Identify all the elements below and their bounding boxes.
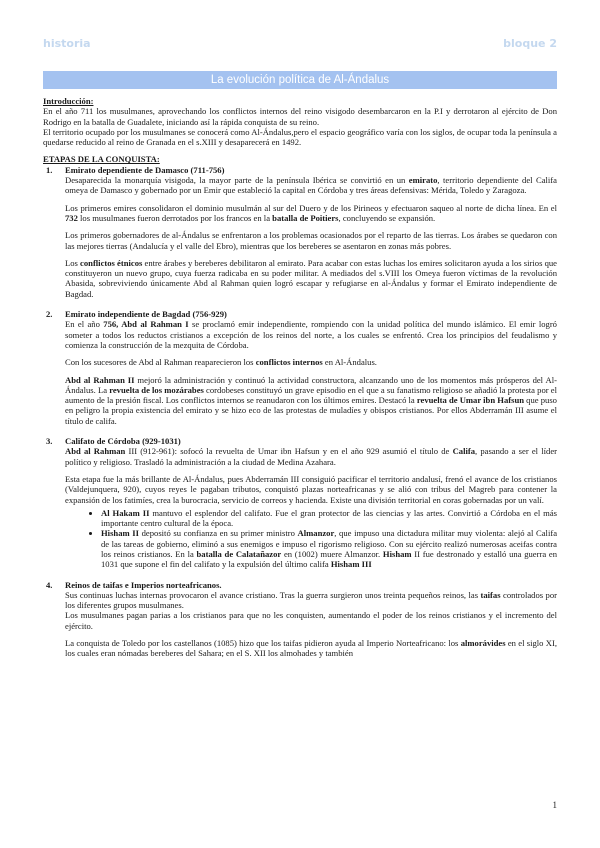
section-3-p2: Esta etapa fue la más brillante de Al-Ándalus, pues Abderramán III consiguió pacificar el territorio andalusí, frenó el avance de los cristianos (Valdejunquera, 920), cuyos reyes le pagaban tributos, conquistó plazas norteafricanas y se alió con tribus del Magreb para contener la expansión de los fatimíes, crea la burocracia, servicio de correos y hacienda. Existe una división territorial en coras gobernadas por un valí. — [65, 473, 557, 505]
page-number: 1 — [552, 800, 557, 810]
section-4-p2: Los musulmanes pagan parias a los cristianos para que no les conquisten, aumentando el poder de los reinos cristianos y el incremento del ejército. — [65, 610, 557, 631]
intro-paragraph-2: El territorio ocupado por los musulmanes se conocerá como Al-Ándalus,pero el espacio geográfico varía con los siglos, de ocupar toda la península a quedarse reducido al reino de Granada en el s.XIII y desaparecerá en 1492. — [43, 126, 557, 148]
section-3-list — [65, 508, 557, 570]
section-2-p2: Con los sucesores de Abd al Rahman reaparecieron los conflictos internos en Al-Ándalus. — [65, 357, 377, 368]
list-item: • Hisham II depositó su confianza en su primer ministro Almanzor, que impuso una dictadura militar muy violenta: alejó al Califa de las tareas de gobierno, eliminó a sus enemigos e impuso el rigorismo religioso. Con su ejército realizó numerosas aceifas contra los reinos cristianos. En la batalla de Calatañazor en (1002) muere Almanzor. Hisham II fue destronado y estalló una guerra en 1031 que supone el fin del califato y la expulsión del último califa Hisham III — [101, 528, 557, 569]
section-1-number: 1. — [46, 164, 53, 175]
section-1-p1: Desaparecida la monarquía visigoda, la mayor parte de la península Ibérica se convirtió en un emirato, territorio dependiente del Califa omeya de Damasco y gobernado por un Emir que estableció la capital en Córdoba y tres áreas defensivas: Mérida, Toledo y Zaragoza. — [65, 175, 557, 196]
section-3-title: Califato de Córdoba (929-1031) — [65, 436, 181, 447]
document-body — [43, 96, 557, 659]
section-1-p2: Los primeros emires consolidaron el dominio musulmán al sur del Duero y de los Pirineos y efectuaron saqueo al norte de dicha línea. En el 732 los musulmanes fueron derrotados por los francos en la batalla de Poitiers, concluyendo se expansión. — [65, 202, 557, 223]
section-2-number: 2. — [46, 309, 53, 320]
section-1-p4: Los conflictos étnicos entre árabes y bereberes debilitaron al emirato. Para acabar con estas luchas los emires solicitaron ayuda a los sirios que constituyeron un nuevo grupo, cuya fuerza radicaba en su poder militar. A mediados del s.VIII los Omeya fueron víctimas de la revolución Abasida, sobreviviendo únicamente Abd al Rahman quien logró escapar y refugiarse en al-Ándalus y formar el Emirato independiente de Bagdad. — [65, 257, 557, 299]
page-title: La evolución política de Al-Ándalus — [43, 71, 557, 89]
section-2 — [43, 309, 557, 426]
section-1-p3: Los primeros gobernadores de al-Ándalus se enfrentaron a los problemas ocasionados por el reparto de las tierras. Los árabes se quedaron con las mejores tierras (Andalucía y el valle del Ebro), mientras que los bereberes se asentaron en zonas más pobres. — [65, 230, 557, 251]
list-item: • Al Hakam II mantuvo el esplendor del califato. Fue el gran protector de las ciencias y las artes. Convirtió a Córdoba en el más importante centro cultural de la época. — [101, 508, 557, 529]
header-block: bloque 2 — [503, 37, 557, 50]
section-1 — [43, 165, 557, 299]
etapas-heading: ETAPAS DE LA CONQUISTA: — [43, 154, 160, 165]
section-4-number: 4. — [46, 579, 53, 590]
header-subject: historia — [43, 37, 91, 50]
section-4-p1: Sus continuas luchas internas provocaron el avance cristiano. Tras la guerra surgieron unos treinta pequeños reinos, las taifas controlados por los diferentes grupos musulmanes. — [65, 589, 557, 611]
section-2-p1: En el año 756, Abd al Rahman I se proclamó emir independiente, rompiendo con la unidad política del mundo islámico. El emir logró someter a todos los reductos cristianos a excepción de los reinos del norte, a los cuales se enfrentó. Crea los principios del feudalismo y comienza la construcción de la mezquita de Córdoba. — [65, 319, 557, 350]
section-3-p1: Abd al Rahman III (912-961): sofocó la revuelta de Umar ibn Hafsun y en el año 929 asumió el título de Califa, pasando a ser el líder político y religioso. Trasladó la administración a la ciudad de Medina Azahara. — [65, 446, 557, 467]
section-3 — [43, 436, 557, 570]
page-header — [43, 37, 557, 51]
section-1-title: Emirato dependiente de Damasco (711-756) — [65, 164, 225, 175]
intro-paragraph-1: En el año 711 los musulmanes, aprovechando los conflictos internos del reino visigodo desembarcaron en la P.I y derrotaron al ejército de Don Rodrigo en la batalla de Guadalete, iniciando así la rápida conquista de su reino. — [43, 106, 557, 127]
intro-heading: Introducción: — [43, 96, 94, 106]
section-4-p3: La conquista de Toledo por los castellanos (1085) hizo que los taifas pidieron ayuda al Imperio Norteafricano: los almorávides en el siglo XI, los cuales eran nómadas bereberes del Sahara; en el S. XII los almohades y también — [65, 638, 557, 659]
section-2-title: Emirato independiente de Bagdad (756-929) — [65, 309, 227, 320]
section-4-title: Reinos de taifas e Imperios norteafricanos. — [65, 579, 222, 590]
section-2-p3: Abd al Rahman II mejoró la administración y continuó la actividad constructora, alcanzando uno de los momentos más prósperos del Al-Ándalus. La revuelta de los mozárabes cordobeses constituyó un grave episodio en el que a su fanatismo religioso se añadió la protesta por el aumento de la presión fiscal. Los conflictos internos se reanudaron con los últimos emires. Destacó la revuelta de Umar ibn Hafsun que puso en peligro la propia existencia del emirato y se hizo eco de las protestas de muladíes y obispos cristianos. Por ellos Abderramán III asume el título de califa. — [65, 374, 557, 426]
section-4 — [43, 580, 557, 659]
section-3-number: 3. — [46, 436, 53, 447]
